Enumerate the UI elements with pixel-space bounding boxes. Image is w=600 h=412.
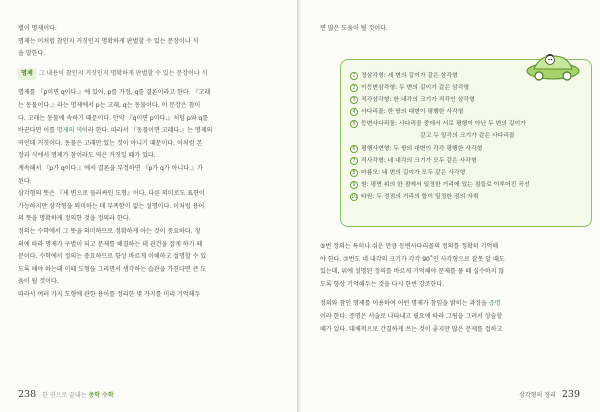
definition-text: 평행사변형: 두 쌍의 대변이 각각 평행한 사각형 <box>361 145 483 152</box>
example-definition <box>18 68 282 81</box>
definition-number: 3 <box>350 96 358 104</box>
paragraph-gap <box>320 291 582 298</box>
definition-number: 7 <box>350 157 358 165</box>
text-line: 도록 해야 하는데 이때 도형을 그리면서 생각하는 습관을 가진다면 큰 도 <box>18 265 207 273</box>
text-line: 장과 식에서 명제가 참이라도 역은 거짓일 때가 있다. <box>18 152 156 160</box>
text-line: 도록 항상 기억해두는 것을 다시 한번 강조한다. <box>320 280 445 288</box>
text-line: 있는데, 위에 설명된 정의를 바르게 기억해야 문제를 풀 때 실수하지 않 <box>320 268 505 276</box>
text-line: 문이다. 수학에서 정의는 중요하므로 항상 바르게 이해하고 설명할 수 있 <box>18 253 207 261</box>
text-line: 는 동물이다.』라는 명제에서 p는 고래, q는 동물이다. 이 문장은 참이 <box>18 101 201 109</box>
car-illustration-icon <box>522 47 584 83</box>
left-page-number: 238 <box>18 389 37 400</box>
definition-text: 직각삼각형: 한 내각의 크기가 직각인 삼각형 <box>361 97 475 104</box>
highlighted-term: 명제의 역 <box>56 127 83 135</box>
left-footer <box>18 389 114 400</box>
text-line: 가능하지만 삼각형을 의미하는 데 부족함이 없는 설명이다. 이처럼 용어 <box>18 202 205 210</box>
definition-number: 2 <box>350 84 358 92</box>
definition-number: 9 <box>350 181 358 189</box>
definition-item <box>350 143 583 155</box>
definition-text: 직사각형: 네 내각의 크기가 모두 같은 사각형 <box>361 157 477 164</box>
text-line: 이라 한다. 증명은 서술로 나타내고 필요에 따라 그림을 그려서 상술할 <box>320 312 503 320</box>
highlighted-term: 증명 <box>488 300 501 308</box>
definition-text: 정삼각형: 세 변의 길이가 같은 삼각형 <box>361 73 458 79</box>
definition-text: 타원: 두 정점의 거리의 합이 일정한 점의 자취 <box>361 193 479 200</box>
left-page <box>0 0 298 412</box>
definition-item <box>350 179 583 191</box>
text-line: 야 한다. ⑦번도 네 내각의 크기가 각각 90˚인 사각형으로 잘못 알 때도 <box>320 255 505 263</box>
text-line: 별이 명제이다. <box>18 25 57 32</box>
definition-text: 원: 평면 위의 한 점에서 일정한 거리에 있는 점들로 이루어진 곡선 <box>361 181 530 188</box>
definition-item <box>350 106 583 118</box>
definition-item <box>350 191 583 203</box>
right-top-text <box>320 23 582 36</box>
definition-item <box>350 94 583 106</box>
paragraph-gap <box>18 80 282 87</box>
text-line: 삼각형의 뜻은 『세 변으로 둘러싸인 도형』이다. 다른 의미로도 표현이 <box>18 190 205 198</box>
text-line: 다. 고래는 동물에 속하기 때문이다. 만약 『q이면 p이다.』처럼 p와 q를 <box>18 114 209 122</box>
definitions-list <box>350 70 583 203</box>
text-line: 을 말한다. <box>18 50 46 58</box>
definition-number: 4 <box>350 108 358 116</box>
definition-item <box>350 130 583 142</box>
definition-text: 등변사다리꼴: 사다리꼴 중에서 서로 평행이 아닌 두 변의 길이가 <box>361 121 526 128</box>
text-line: 명제를 『p이면 q이다.』에 있어, p를 가정, q를 결론이라고 한다. 『고래 <box>18 89 211 97</box>
definition-text: 사다리꼴: 한 쌍의 대변이 평행한 사각형 <box>361 109 464 116</box>
text-line: 때가 있다. 대체적으로 간결하게 쓰는 것이 좋지만 많은 문제를 접하고 <box>320 325 503 333</box>
definition-number: 5 <box>350 120 358 128</box>
definition-text: 마름모: 네 변의 길이가 모두 같은 사각형 <box>361 169 466 176</box>
definition-number: 10 <box>351 193 358 200</box>
definition-text: 같고 두 밑각의 크기가 같은 사다리꼴 <box>420 133 515 140</box>
right-body-text <box>320 241 582 336</box>
text-line: 계속해서 『p가 q이다.』에서 결론을 부정하면 『p가 q가 아니다.』가 <box>18 164 203 172</box>
definition-item <box>350 155 583 167</box>
book-title-subject: 중학 수학 <box>88 392 114 399</box>
paragraph-gap <box>18 61 282 68</box>
right-footer <box>519 389 580 400</box>
text-line: 바꾼다면 이를 명제의 역이라 한다. 따라서 『동물이면 고래다.』는 명제의 <box>18 127 213 135</box>
definitions-box <box>340 59 592 227</box>
definition-number: 8 <box>350 169 358 177</box>
text-line: 된다. <box>18 177 32 185</box>
example-text: 그 내용이 참인지 거짓인지 명확하게 판별할 수 있는 문장이나 식 <box>38 69 208 77</box>
text-line: 면 많은 도움이 될 것이다. <box>320 25 388 32</box>
section-title: 삼각형의 정리 <box>519 392 556 399</box>
text-line: 의에 따라 명제가 구별이 되고 문제를 해결하는 데 관건을 잡게 하기 때 <box>18 240 203 248</box>
text-line: 명제는 이처럼 참인지 거짓인지 명확하게 판별할 수 있는 문장이나 식 <box>18 37 199 45</box>
definition-number: 6 <box>350 145 358 153</box>
definition-text: 이등변삼각형: 두 변의 길이가 같은 삼각형 <box>361 85 470 92</box>
text-line: 따라서 여러 가지 도형에 관한 용어를 정리한 몇 가지를 미리 기억해두 <box>18 290 201 298</box>
definition-number: 1 <box>350 72 358 80</box>
text-line: 의 뜻을 명확하게 정의한 것을 정의라 한다. <box>18 215 131 223</box>
text-line: ⑤번 정의는 특히나 쉬운 만큼 등변사다리꼴의 정의를 정확히 기억해 <box>320 243 499 250</box>
definition-item <box>350 118 583 130</box>
definition-item <box>350 167 583 179</box>
text-line: 정의는 수학에서 그 뜻을 의미하므로 정확하게 아는 것이 중요하다. 정 <box>18 227 201 235</box>
book-title-prefix: 한 권으로 끝내는 <box>42 392 87 399</box>
book-title <box>42 390 114 399</box>
definition-item <box>350 82 583 94</box>
right-page-number: 239 <box>561 389 580 400</box>
example-tag: 명제 <box>18 68 36 81</box>
right-page <box>300 0 600 412</box>
text-line: 역인데 거짓이다. 동물은 고래만 있는 것이 아니기 때문이다. 이처럼 본 <box>18 139 203 147</box>
text-line: 정의와 참인 명제를 이용하여 어떤 명제가 참임을 밝히는 과정을 증명 <box>320 300 501 308</box>
left-body-text <box>18 23 282 301</box>
text-line: 움이 될 것이다. <box>18 278 59 286</box>
